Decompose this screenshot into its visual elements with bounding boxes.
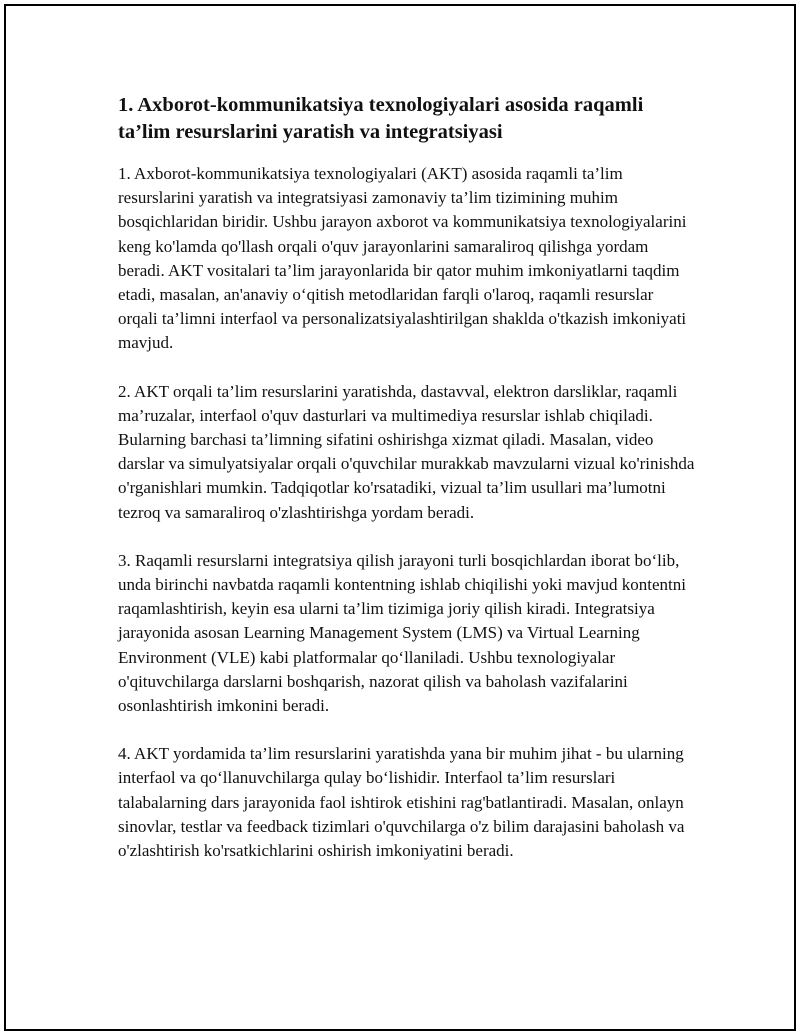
paragraph-4: 4. AKT yordamida ta’lim resurslarini yaratishda yana bir muhim jihat - bu ularning interfaol va qo‘llanuvchilarga qulay bo‘lishidir. Interfaol ta’lim resurslari talabalarning dars jarayonida faol ishtirok etishini rag'batlantiradi. Masalan, onlayn sinovlar, testlar va feedback tizimlari o'quvchilarga o'z bilim darajasini baholash va o'zlashtirish ko'rsatkichlarini oshirish imkoniyatini beradi.: [118, 744, 685, 861]
document-title: 1. Axborot-kommunikatsiya texnologiyalari asosida raqamli ta’lim resurslarini yaratish va integratsiyasi: [118, 94, 644, 143]
paragraph-3: 3. Raqamli resurslarni integratsiya qilish jarayoni turli bosqichlardan iborat bo‘lib, unda birinchi navbatda raqamli kontentning ishlab chiqilishi yoki mavjud kontentni raqamlashtirish, keyin esa ularni ta’lim tizimiga joriy qilish kiradi. Integratsiya jarayonida asosan Learning Management System (LMS) va Virtual Learning Environment (VLE) kabi platformalar qo‘llaniladi. Ushbu texnologiyalar o'qituvchilarga darslarni boshqarish, nazorat qilish va baholash vazifalarini osonlashtirish imkonini beradi.: [118, 550, 686, 716]
paragraph-1: 1. Axborot-kommunikatsiya texnologiyalari (AKT) asosida raqamli ta’lim resurslarini yaratish va integratsiyasi zamonaviy ta’lim tizimining muhim bosqichlaridan biridir. Ushbu jarayon axborot va kommunikatsiya texnologiyalarini keng ko'lamda qo'llash orqali o'quv jarayonlarini samaraliroq qilishga yordam beradi. AKT vositalari ta’lim jarayonlarida bir qator muhim imkoniyatlarni taqdim etadi, masalan, an'anaviy o‘qitish metodlaridan farqli o'laroq, raqamli resurslar orqali ta’limni interfaol va personalizatsiyalashtirilgan shaklda o'tkazish imkoniyati mavjud.: [118, 164, 687, 353]
document-body: [118, 92, 696, 887]
paragraph-2: 2. AKT orqali ta’lim resurslarini yaratishda, dastavval, elektron darsliklar, raqamli ma’ruzalar, interfaol o'quv dasturlari va multimediya resurslar ishlab chiqiladi. Bularning barchasi ta’limning sifatini oshirishga xizmat qiladi. Masalan, video darslar va simulyatsiyalar orqali o'quvchilar murakkab mavzularni vizual ko'rinishda o'rganishlari mumkin. Tadqiqotlar ko'rsatadiki, vizual ta’lim usullari ma’lumotni tezroq va samaraliroq o'zlashtirishga yordam beradi.: [118, 381, 695, 522]
